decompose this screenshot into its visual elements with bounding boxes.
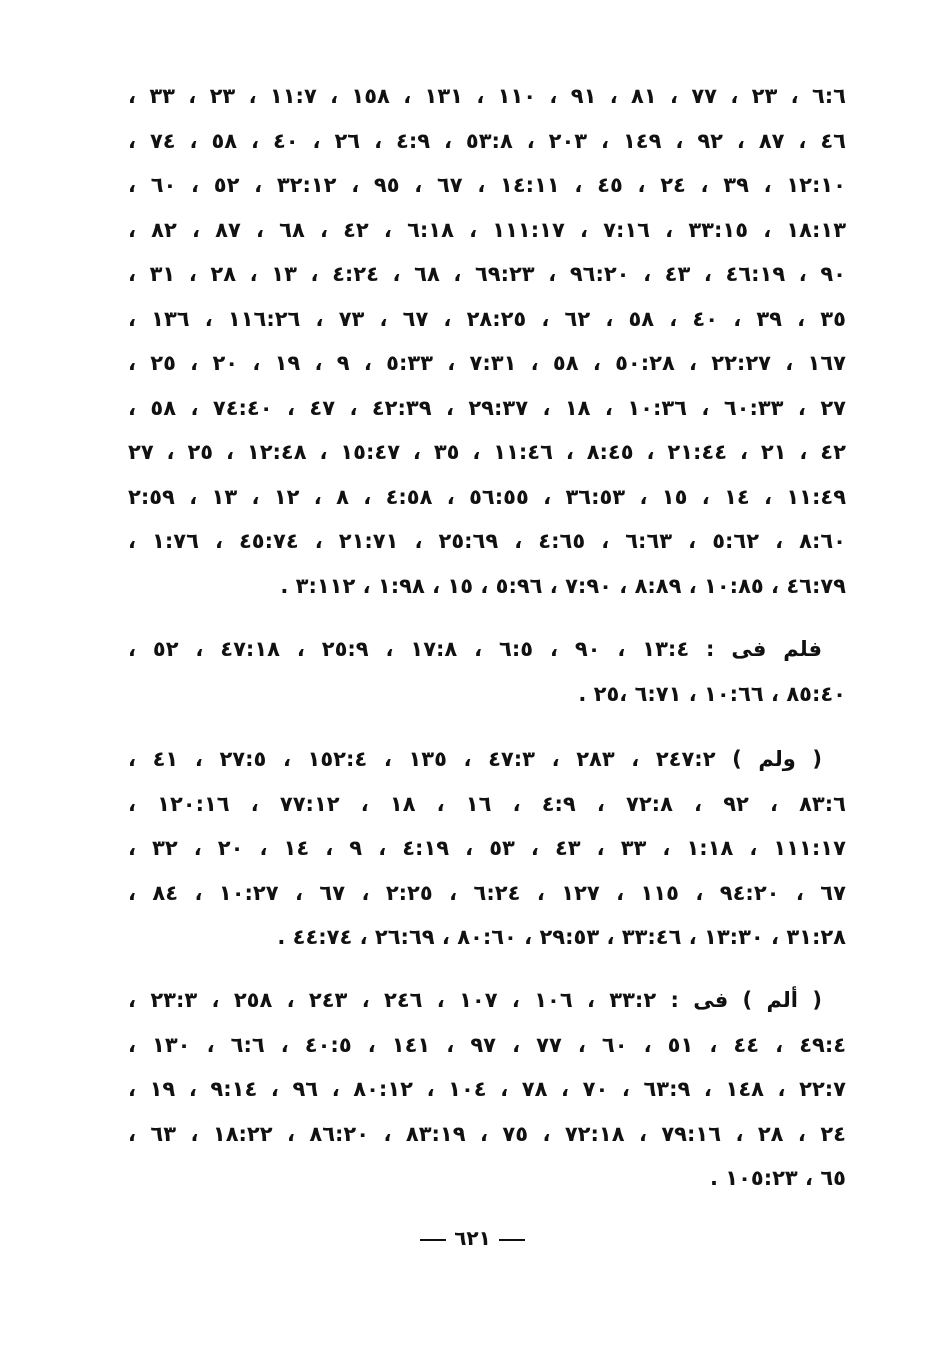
text-line: ٦٥ ، ١٠٥:٢٣ . xyxy=(709,1166,846,1190)
text-line: ٤٢ ، ٢١ ، ٢١:٤٤ ، ٨:٤٥ ، ١١:٤٦ ، ٣٥ ، ١٥:٤٧ ، ١٢:٤٨ ، ٢٥ ، ٢٧ xyxy=(128,440,846,464)
text-line: ٨:٦٠ ، ٥:٦٢ ، ٦:٦٣ ، ٤:٦٥ ، ٢٥:٦٩ ، ٢١:٧١ ، ٤٥:٧٤ ، ١:٧٦ ، xyxy=(128,529,846,553)
text-line: ٦:٦ ، ٢٣ ، ٧٧ ، ٨١ ، ٩١ ، ١١٠ ، ١٣١ ، ١٥٨ ، ١١:٧ ، ٢٣ ، ٣٣ ، xyxy=(128,84,846,108)
text-line: ٢٧ ، ٦٠:٣٣ ، ١٠:٣٦ ، ١٨ ، ٢٩:٣٧ ، ٤٢:٣٩ ، ٤٧ ، ٧٤:٤٠ ، ٥٨ ، xyxy=(128,395,846,420)
text-line: ٤٦ ، ٨٧ ، ٩٢ ، ١٤٩ ، ٢٠٣ ، ٥٣:٨ ، ٤:٩ ، ٢٦ ، ٤٠ ، ٥٨ ، ٧٤ ، xyxy=(128,128,846,153)
reference-block-alam xyxy=(128,978,846,1201)
page-number xyxy=(0,1226,945,1250)
text-line: ( ولم ) ٢٤٧:٢ ، ٢٨٣ ، ٤٧:٣ ، ١٣٥ ، ١٥٢:٤ ، ٢٧:٥ ، ٤١ ، xyxy=(128,747,822,771)
text-line: ١١:٤٩ ، ١٤ ، ١٥ ، ٣٦:٥٣ ، ٥٦:٥٥ ، ٤:٥٨ ، ٨ ، ١٢ ، ١٣ ، ٢:٥٩ xyxy=(128,484,846,509)
text-line: ٦٧ ، ٩٤:٢٠ ، ١١٥ ، ١٢٧ ، ٦:٢٤ ، ٢:٢٥ ، ٦٧ ، ١٠:٢٧ ، ٨٤ ، xyxy=(128,880,846,905)
text-line: ١١١:١٧ ، ١:١٨ ، ٣٣ ، ٤٣ ، ٥٣ ، ٤:١٩ ، ٩ ، ١٤ ، ٢٠ ، ٣٢ ، xyxy=(128,836,846,860)
reference-block-main xyxy=(128,74,846,608)
reference-block-walam xyxy=(128,737,846,960)
text-line: ٢٢:٧ ، ١٤٨ ، ٦٣:٩ ، ٧٠ ، ٧٨ ، ١٠٤ ، ٨٠:١٢ ، ٩٦ ، ٩:١٤ ، ١٩ ، xyxy=(128,1077,846,1101)
text-line: ٤٩:٤ ، ٤٤ ، ٥١ ، ٦٠ ، ٧٧ ، ٩٧ ، ١٤١ ، ٤٠:٥ ، ٦:٦ ، ١٣٠ ، xyxy=(128,1032,846,1057)
text-line: ١٨:١٣ ، ٣٣:١٥ ، ٧:١٦ ، ١١١:١٧ ، ٦:١٨ ، ٤٢ ، ٦٨ ، ٨٧ ، ٨٢ ، xyxy=(128,217,846,242)
text-line: ٩٠ ، ٤٦:١٩ ، ٤٣ ، ٩٦:٢٠ ، ٦٩:٢٣ ، ٦٨ ، ٤:٢٤ ، ١٣ ، ٢٨ ، ٣١ ، xyxy=(128,262,846,286)
page-number-value: ٦٢١ xyxy=(454,1226,491,1250)
text-line: ٨٣:٦ ، ٩٢ ، ٧٢:٨ ، ٤:٩ ، ١٦ ، ١٨ ، ٧٧:١٢ ، ١٢٠:١٦ ، xyxy=(128,791,846,816)
dash-right xyxy=(420,1239,446,1241)
text-line: فلم فى : ١٣:٤ ، ٩٠ ، ٦:٥ ، ١٧:٨ ، ٢٥:٩ ، ٤٧:١٨ ، ٥٢ ، xyxy=(128,637,823,661)
text-line: ١٢:١٠ ، ٣٩ ، ٢٤ ، ٤٥ ، ١٤:١١ ، ٦٧ ، ٩٥ ، ٣٢:١٢ ، ٥٢ ، ٦٠ ، xyxy=(128,173,846,197)
text-line: ٢٤ ، ٢٨ ، ٧٩:١٦ ، ٧٢:١٨ ، ٧٥ ، ٨٣:١٩ ، ٨٦:٢٠ ، ١٨:٢٢ ، ٦٣ ، xyxy=(128,1121,846,1146)
text-line: ٨٥:٤٠ ، ١٠:٦٦ ، ٦:٧١ ،٢٥ . xyxy=(578,681,846,706)
dash-left xyxy=(499,1239,525,1241)
text-line: ( ألم ) فى : ٣٣:٢ ، ١٠٦ ، ١٠٧ ، ٢٤٦ ، ٢٤٣ ، ٢٥٨ ، ٢٣:٣ ، xyxy=(128,988,822,1012)
text-line: ٤٦:٧٩ ، ١٠:٨٥ ، ٨:٨٩ ، ٧:٩٠ ، ٥:٩٦ ، ١٥ ، ١:٩٨ ، ٣:١١٢ . xyxy=(280,573,846,598)
text-line: ٣١:٢٨ ، ١٣:٣٠ ، ٣٣:٤٦ ، ٢٩:٥٣ ، ٨٠:٦٠ ، ٢٦:٦٩ ، ٤٤:٧٤ . xyxy=(277,925,846,949)
reference-block-falam xyxy=(128,627,846,716)
text-line: ١٦٧ ، ٢٢:٢٧ ، ٥٠:٢٨ ، ٥٨ ، ٧:٣١ ، ٥:٣٣ ، ٩ ، ١٩ ، ٢٠ ، ٢٥ ، xyxy=(128,351,846,375)
text-line: ٣٥ ، ٣٩ ، ٤٠ ، ٥٨ ، ٦٢ ، ٢٨:٢٥ ، ٦٧ ، ٧٣ ، ١١٦:٢٦ ، ١٣٦ ، xyxy=(128,306,846,331)
